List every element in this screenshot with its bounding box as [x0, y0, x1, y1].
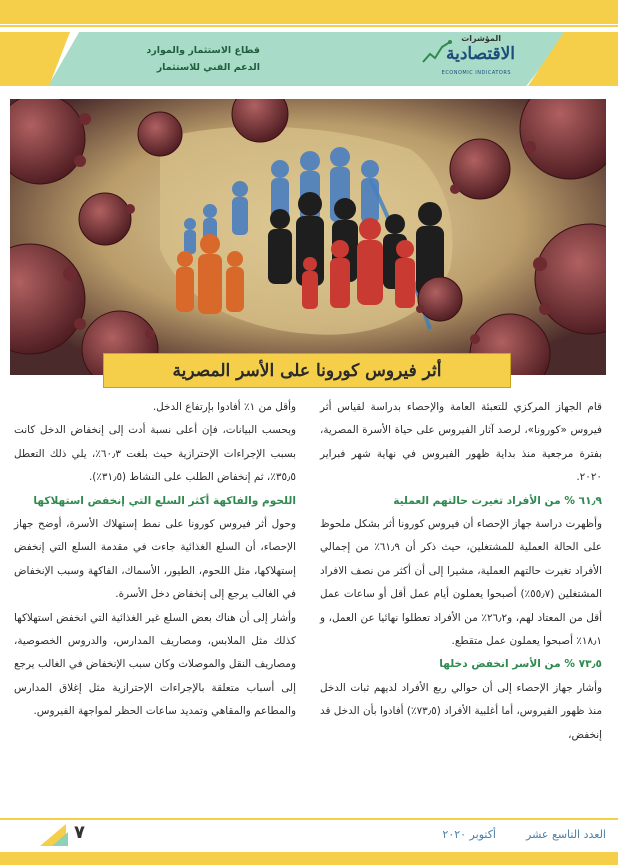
logo-main-text: الاقتصادية — [445, 44, 515, 64]
bottom-yellow-band — [0, 852, 618, 865]
right-subheading-1: ٦١٫٩ % من الأفراد تغيرت حالتهم العملية — [393, 494, 602, 507]
top-yellow-band — [0, 0, 618, 24]
chart-line-icon — [422, 40, 452, 66]
left-paragraph-2: وبحسب البيانات، فإن أعلى نسبة أدت إلى إنخفاض الدخل كانت بسبب الإجراءات الإحترازية حيث بلغت ٦٠٫٣٪، يلي ذلك التعطل ٣٥٫٥٪، ثم إنخفاض الطلب على النشاط (٣١٫٥٪). — [14, 424, 296, 484]
issue-date: أكتوبر ٢٠٢٠ — [442, 828, 496, 841]
family-virus-illustration — [10, 99, 606, 375]
sector-label — [110, 42, 260, 76]
issue-label: العدد التاسع عشر — [526, 828, 606, 841]
footer-line — [0, 818, 618, 820]
sector-line-1: قطاع الاستثمار والموارد — [146, 45, 260, 56]
page-footer — [0, 822, 618, 852]
top-yellow-line — [0, 25, 618, 27]
right-paragraph-3: وأشار جهاز الإحصاء إلى أن حوالي ربع الأفراد لديهم ثبات الدخل منذ ظهور الفيروس، أما أغلبية الأفراد (٧٣٫٥٪) أفادوا بأن الدخل قد إنخفض، — [320, 681, 603, 741]
page-header — [0, 30, 618, 88]
left-paragraph-1: وأقل من ١٪ أفادوا بإرتفاع الدخل. — [152, 401, 296, 413]
right-paragraph-2: وأظهرت دراسة جهاز الإحصاء أن فيروس كورونا أثر بشكل ملحوظ على الحالة العملية للمشتغلين، حيث ذكر أن ٦١٫٩٪ من إجمالي الأفراد تغيرت حالتهم العملية، مشيرا إلى أن أكثر من نصف الافراد المشتغلين (٥٥٫٧٪) أصبحوا يعملون أيام عمل أقل أو ساعات عمل أقل من المعتاد لهم، و٢٦٫٢٪ من الأفراد تعطلوا نهائيا عن العمل، و ١٨٫١٪ أصبحوا يعملون عمل متقطع. — [320, 518, 602, 648]
right-subheading-2: ٧٣٫٥ % من الأسر انخفض دخلها — [439, 658, 602, 671]
left-paragraph-3: وحول أثر فيروس كورونا على نمط إستهلاك الأسرة، أوضح جهاز الإحصاء، أن السلع الغذائية جاءت في مقدمة السلع التي إنخفض إستهلاكها، مثل اللحوم، الطيور، الأسماك، الفاكهة وسبب الإنخفاض في الغالب يرجع إلى إنخفاض دخل الأسرة. — [14, 518, 296, 601]
logo-small-text: المؤشرات — [461, 34, 501, 43]
logo-english-text: ECONOMIC INDICATORS — [441, 70, 511, 76]
left-paragraph-4: وأشار إلى أن هناك بعض السلع غير الغذائية التي انخفض استهلاكها كذلك مثل الملابس، ومصاريف المدارس، والدروس الخصوصية، ومصاريف النقل والموصلات وكان سبب الإنخفاض في الغالب يرجع إلى أسباب متعلقة بالإجراءات الإحترازية مثل إغلاق المدارس والمطاعم والمقاهي وتمديد ساعات الحظر لمواجهة الفيروس. — [14, 611, 296, 718]
right-column — [320, 396, 602, 747]
hero-illustration — [10, 99, 606, 375]
right-paragraph-1: قام الجهاز المركزي للتعبئة العامة والإحصاء بدراسة لقياس أثر فيروس «كورونا»، لرصد آثار الفيروس على حياة الأسرة المصرية، بفترة مرجعية منذ بداية ظهور الفيروس في نهاية شهر فبراير ٢٠٢٠. — [320, 401, 602, 484]
economic-indicators-logo — [420, 34, 515, 82]
left-subheading-1: اللحوم والفاكهة أكثر السلع التي إنخفض استهلاكها — [33, 494, 296, 507]
article-title-banner — [103, 353, 511, 388]
left-column — [14, 396, 296, 724]
sector-line-2: الدعم الفني للاستثمار — [156, 62, 260, 73]
article-title: أثر فيروس كورونا على الأسر المصرية — [172, 360, 442, 381]
page-number: ٧ — [74, 822, 85, 843]
